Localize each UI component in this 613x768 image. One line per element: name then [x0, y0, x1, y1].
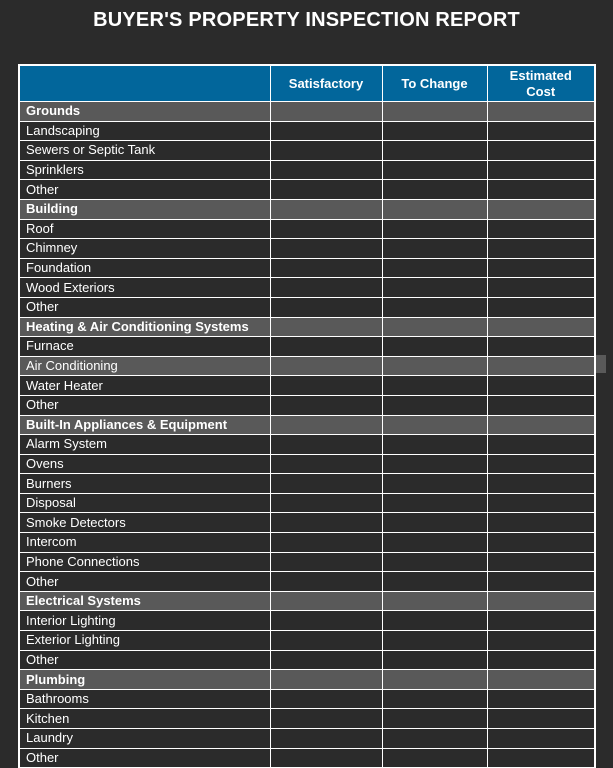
item-label-cell[interactable]: Alarm System — [20, 435, 270, 455]
table-row — [20, 356, 594, 376]
satisfactory-cell[interactable] — [270, 650, 382, 670]
satisfactory-cell[interactable] — [270, 258, 382, 278]
section-row — [20, 415, 594, 435]
to-change-cell[interactable] — [382, 435, 487, 455]
item-label-cell[interactable]: Kitchen — [20, 709, 270, 729]
to-change-cell[interactable] — [382, 552, 487, 572]
to-change-cell[interactable] — [382, 748, 487, 768]
to-change-cell[interactable] — [382, 493, 487, 513]
to-change-cell[interactable] — [382, 631, 487, 651]
to-change-cell[interactable] — [382, 689, 487, 709]
estimated-cost-cell[interactable] — [487, 552, 594, 572]
satisfactory-cell[interactable] — [270, 709, 382, 729]
satisfactory-cell[interactable] — [270, 689, 382, 709]
item-label-cell[interactable]: Chimney — [20, 239, 270, 259]
satisfactory-cell[interactable] — [270, 180, 382, 200]
satisfactory-cell[interactable] — [270, 395, 382, 415]
estimated-cost-cell[interactable] — [487, 689, 594, 709]
estimated-cost-cell[interactable] — [487, 729, 594, 749]
table-row — [20, 219, 594, 239]
satisfactory-cell[interactable] — [270, 121, 382, 141]
item-label-cell[interactable]: Roof — [20, 219, 270, 239]
estimated-cost-cell[interactable] — [487, 121, 594, 141]
selected-row-highlight — [596, 355, 606, 373]
satisfactory-cell[interactable] — [270, 552, 382, 572]
to-change-cell[interactable] — [382, 258, 487, 278]
satisfactory-cell[interactable] — [270, 415, 382, 435]
item-label-cell[interactable]: Other — [20, 297, 270, 317]
item-label-cell[interactable]: Phone Connections — [20, 552, 270, 572]
table-row — [20, 239, 594, 259]
satisfactory-cell[interactable] — [270, 160, 382, 180]
satisfactory-cell[interactable] — [270, 337, 382, 357]
satisfactory-cell[interactable] — [270, 513, 382, 533]
to-change-cell[interactable] — [382, 474, 487, 494]
satisfactory-cell[interactable] — [270, 317, 382, 337]
section-row — [20, 591, 594, 611]
item-label-cell[interactable]: Burners — [20, 474, 270, 494]
table-row — [20, 160, 594, 180]
estimated-cost-cell[interactable] — [487, 180, 594, 200]
to-change-cell[interactable] — [382, 415, 487, 435]
item-label-cell[interactable]: Bathrooms — [20, 689, 270, 709]
satisfactory-cell[interactable] — [270, 239, 382, 259]
table-row — [20, 337, 594, 357]
item-label-cell[interactable]: Wood Exteriors — [20, 278, 270, 298]
estimated-cost-cell[interactable] — [487, 493, 594, 513]
header-estimated-cost-line1: Estimated — [509, 67, 572, 83]
item-label-cell[interactable]: Ovens — [20, 454, 270, 474]
item-label-cell[interactable]: Air Conditioning — [20, 356, 270, 376]
to-change-cell[interactable] — [382, 278, 487, 298]
header-estimated-cost[interactable] — [487, 66, 594, 102]
table-row — [20, 709, 594, 729]
table-row — [20, 297, 594, 317]
table-row — [20, 121, 594, 141]
table-row — [20, 552, 594, 572]
table-body — [20, 102, 594, 768]
satisfactory-cell[interactable] — [270, 141, 382, 161]
section-label-cell[interactable]: Built-In Appliances & Equipment — [20, 415, 270, 435]
report-title: BUYER'S PROPERTY INSPECTION REPORT — [93, 9, 520, 31]
item-label-cell[interactable]: Other — [20, 180, 270, 200]
header-item-cell[interactable] — [20, 66, 270, 102]
satisfactory-cell[interactable] — [270, 611, 382, 631]
item-label-cell[interactable]: Exterior Lighting — [20, 631, 270, 651]
estimated-cost-cell[interactable] — [487, 631, 594, 651]
item-label-cell[interactable]: Sewers or Septic Tank — [20, 141, 270, 161]
estimated-cost-cell[interactable] — [487, 356, 594, 376]
to-change-cell[interactable] — [382, 650, 487, 670]
satisfactory-cell[interactable] — [270, 356, 382, 376]
to-change-cell[interactable] — [382, 297, 487, 317]
estimated-cost-cell[interactable] — [487, 611, 594, 631]
item-label-cell[interactable]: Smoke Detectors — [20, 513, 270, 533]
to-change-cell[interactable] — [382, 121, 487, 141]
table-row — [20, 435, 594, 455]
table-row — [20, 689, 594, 709]
table-row — [20, 572, 594, 592]
satisfactory-cell[interactable] — [270, 219, 382, 239]
table-row — [20, 141, 594, 161]
estimated-cost-cell[interactable] — [487, 709, 594, 729]
estimated-cost-cell[interactable] — [487, 650, 594, 670]
satisfactory-cell[interactable] — [270, 591, 382, 611]
to-change-cell[interactable] — [382, 572, 487, 592]
satisfactory-cell[interactable] — [270, 278, 382, 298]
satisfactory-cell[interactable] — [270, 435, 382, 455]
estimated-cost-cell[interactable] — [487, 591, 594, 611]
item-label-cell[interactable]: Water Heater — [20, 376, 270, 396]
estimated-cost-cell[interactable] — [487, 513, 594, 533]
satisfactory-cell[interactable] — [270, 533, 382, 553]
satisfactory-cell[interactable] — [270, 474, 382, 494]
section-row — [20, 670, 594, 690]
table-row — [20, 493, 594, 513]
item-label-cell[interactable]: Other — [20, 572, 270, 592]
estimated-cost-cell[interactable] — [487, 572, 594, 592]
estimated-cost-cell[interactable] — [487, 748, 594, 768]
estimated-cost-cell[interactable] — [487, 102, 594, 122]
to-change-cell[interactable] — [382, 356, 487, 376]
to-change-cell[interactable] — [382, 317, 487, 337]
header-satisfactory[interactable]: Satisfactory — [270, 66, 382, 102]
section-label-cell[interactable]: Heating & Air Conditioning Systems — [20, 317, 270, 337]
section-row — [20, 199, 594, 219]
to-change-cell[interactable] — [382, 513, 487, 533]
to-change-cell[interactable] — [382, 160, 487, 180]
satisfactory-cell[interactable] — [270, 297, 382, 317]
estimated-cost-cell[interactable] — [487, 239, 594, 259]
satisfactory-cell[interactable] — [270, 102, 382, 122]
estimated-cost-cell[interactable] — [487, 395, 594, 415]
item-label-cell[interactable]: Disposal — [20, 493, 270, 513]
header-estimated-cost-line2: Cost — [526, 83, 556, 99]
satisfactory-cell[interactable] — [270, 670, 382, 690]
satisfactory-cell[interactable] — [270, 199, 382, 219]
estimated-cost-cell[interactable] — [487, 376, 594, 396]
section-label-cell[interactable]: Electrical Systems — [20, 591, 270, 611]
table-row — [20, 180, 594, 200]
satisfactory-cell[interactable] — [270, 631, 382, 651]
table-row — [20, 454, 594, 474]
to-change-cell[interactable] — [382, 709, 487, 729]
table-row — [20, 611, 594, 631]
item-label-cell[interactable]: Foundation — [20, 258, 270, 278]
to-change-cell[interactable] — [382, 141, 487, 161]
to-change-cell[interactable] — [382, 239, 487, 259]
item-label-cell[interactable]: Other — [20, 748, 270, 768]
estimated-cost-cell[interactable] — [487, 435, 594, 455]
estimated-cost-cell[interactable] — [487, 297, 594, 317]
table-row — [20, 729, 594, 749]
section-row — [20, 102, 594, 122]
estimated-cost-cell[interactable] — [487, 160, 594, 180]
section-label-cell[interactable]: Grounds — [20, 102, 270, 122]
satisfactory-cell[interactable] — [270, 376, 382, 396]
estimated-cost-cell[interactable] — [487, 533, 594, 553]
table-row — [20, 474, 594, 494]
to-change-cell[interactable] — [382, 180, 487, 200]
estimated-cost-cell[interactable] — [487, 199, 594, 219]
estimated-cost-cell[interactable] — [487, 317, 594, 337]
to-change-cell[interactable] — [382, 395, 487, 415]
inspection-table-container — [18, 64, 596, 768]
item-label-cell[interactable]: Landscaping — [20, 121, 270, 141]
item-label-cell[interactable]: Other — [20, 395, 270, 415]
header-to-change[interactable]: To Change — [382, 66, 487, 102]
estimated-cost-cell[interactable] — [487, 474, 594, 494]
section-label-cell[interactable]: Plumbing — [20, 670, 270, 690]
satisfactory-cell[interactable] — [270, 454, 382, 474]
satisfactory-cell[interactable] — [270, 572, 382, 592]
table-row — [20, 748, 594, 768]
item-label-cell[interactable]: Laundry — [20, 729, 270, 749]
estimated-cost-cell[interactable] — [487, 337, 594, 357]
to-change-cell[interactable] — [382, 219, 487, 239]
table-row — [20, 278, 594, 298]
section-row — [20, 317, 594, 337]
inspection-table — [20, 66, 594, 768]
table-row — [20, 533, 594, 553]
to-change-cell[interactable] — [382, 337, 487, 357]
to-change-cell[interactable] — [382, 611, 487, 631]
to-change-cell[interactable] — [382, 102, 487, 122]
table-row — [20, 258, 594, 278]
estimated-cost-cell[interactable] — [487, 258, 594, 278]
table-row — [20, 376, 594, 396]
to-change-cell[interactable] — [382, 454, 487, 474]
to-change-cell[interactable] — [382, 729, 487, 749]
to-change-cell[interactable] — [382, 670, 487, 690]
header-row — [20, 66, 594, 102]
estimated-cost-cell[interactable] — [487, 670, 594, 690]
to-change-cell[interactable] — [382, 591, 487, 611]
item-label-cell[interactable]: Intercom — [20, 533, 270, 553]
item-label-cell[interactable]: Other — [20, 650, 270, 670]
estimated-cost-cell[interactable] — [487, 219, 594, 239]
to-change-cell[interactable] — [382, 533, 487, 553]
table-row — [20, 650, 594, 670]
estimated-cost-cell[interactable] — [487, 141, 594, 161]
table-row — [20, 513, 594, 533]
item-label-cell[interactable]: Sprinklers — [20, 160, 270, 180]
section-label-cell[interactable]: Building — [20, 199, 270, 219]
to-change-cell[interactable] — [382, 199, 487, 219]
satisfactory-cell[interactable] — [270, 493, 382, 513]
estimated-cost-cell[interactable] — [487, 278, 594, 298]
estimated-cost-cell[interactable] — [487, 415, 594, 435]
satisfactory-cell[interactable] — [270, 748, 382, 768]
satisfactory-cell[interactable] — [270, 729, 382, 749]
item-label-cell[interactable]: Furnace — [20, 337, 270, 357]
table-row — [20, 395, 594, 415]
to-change-cell[interactable] — [382, 376, 487, 396]
item-label-cell[interactable]: Interior Lighting — [20, 611, 270, 631]
table-row — [20, 631, 594, 651]
estimated-cost-cell[interactable] — [487, 454, 594, 474]
